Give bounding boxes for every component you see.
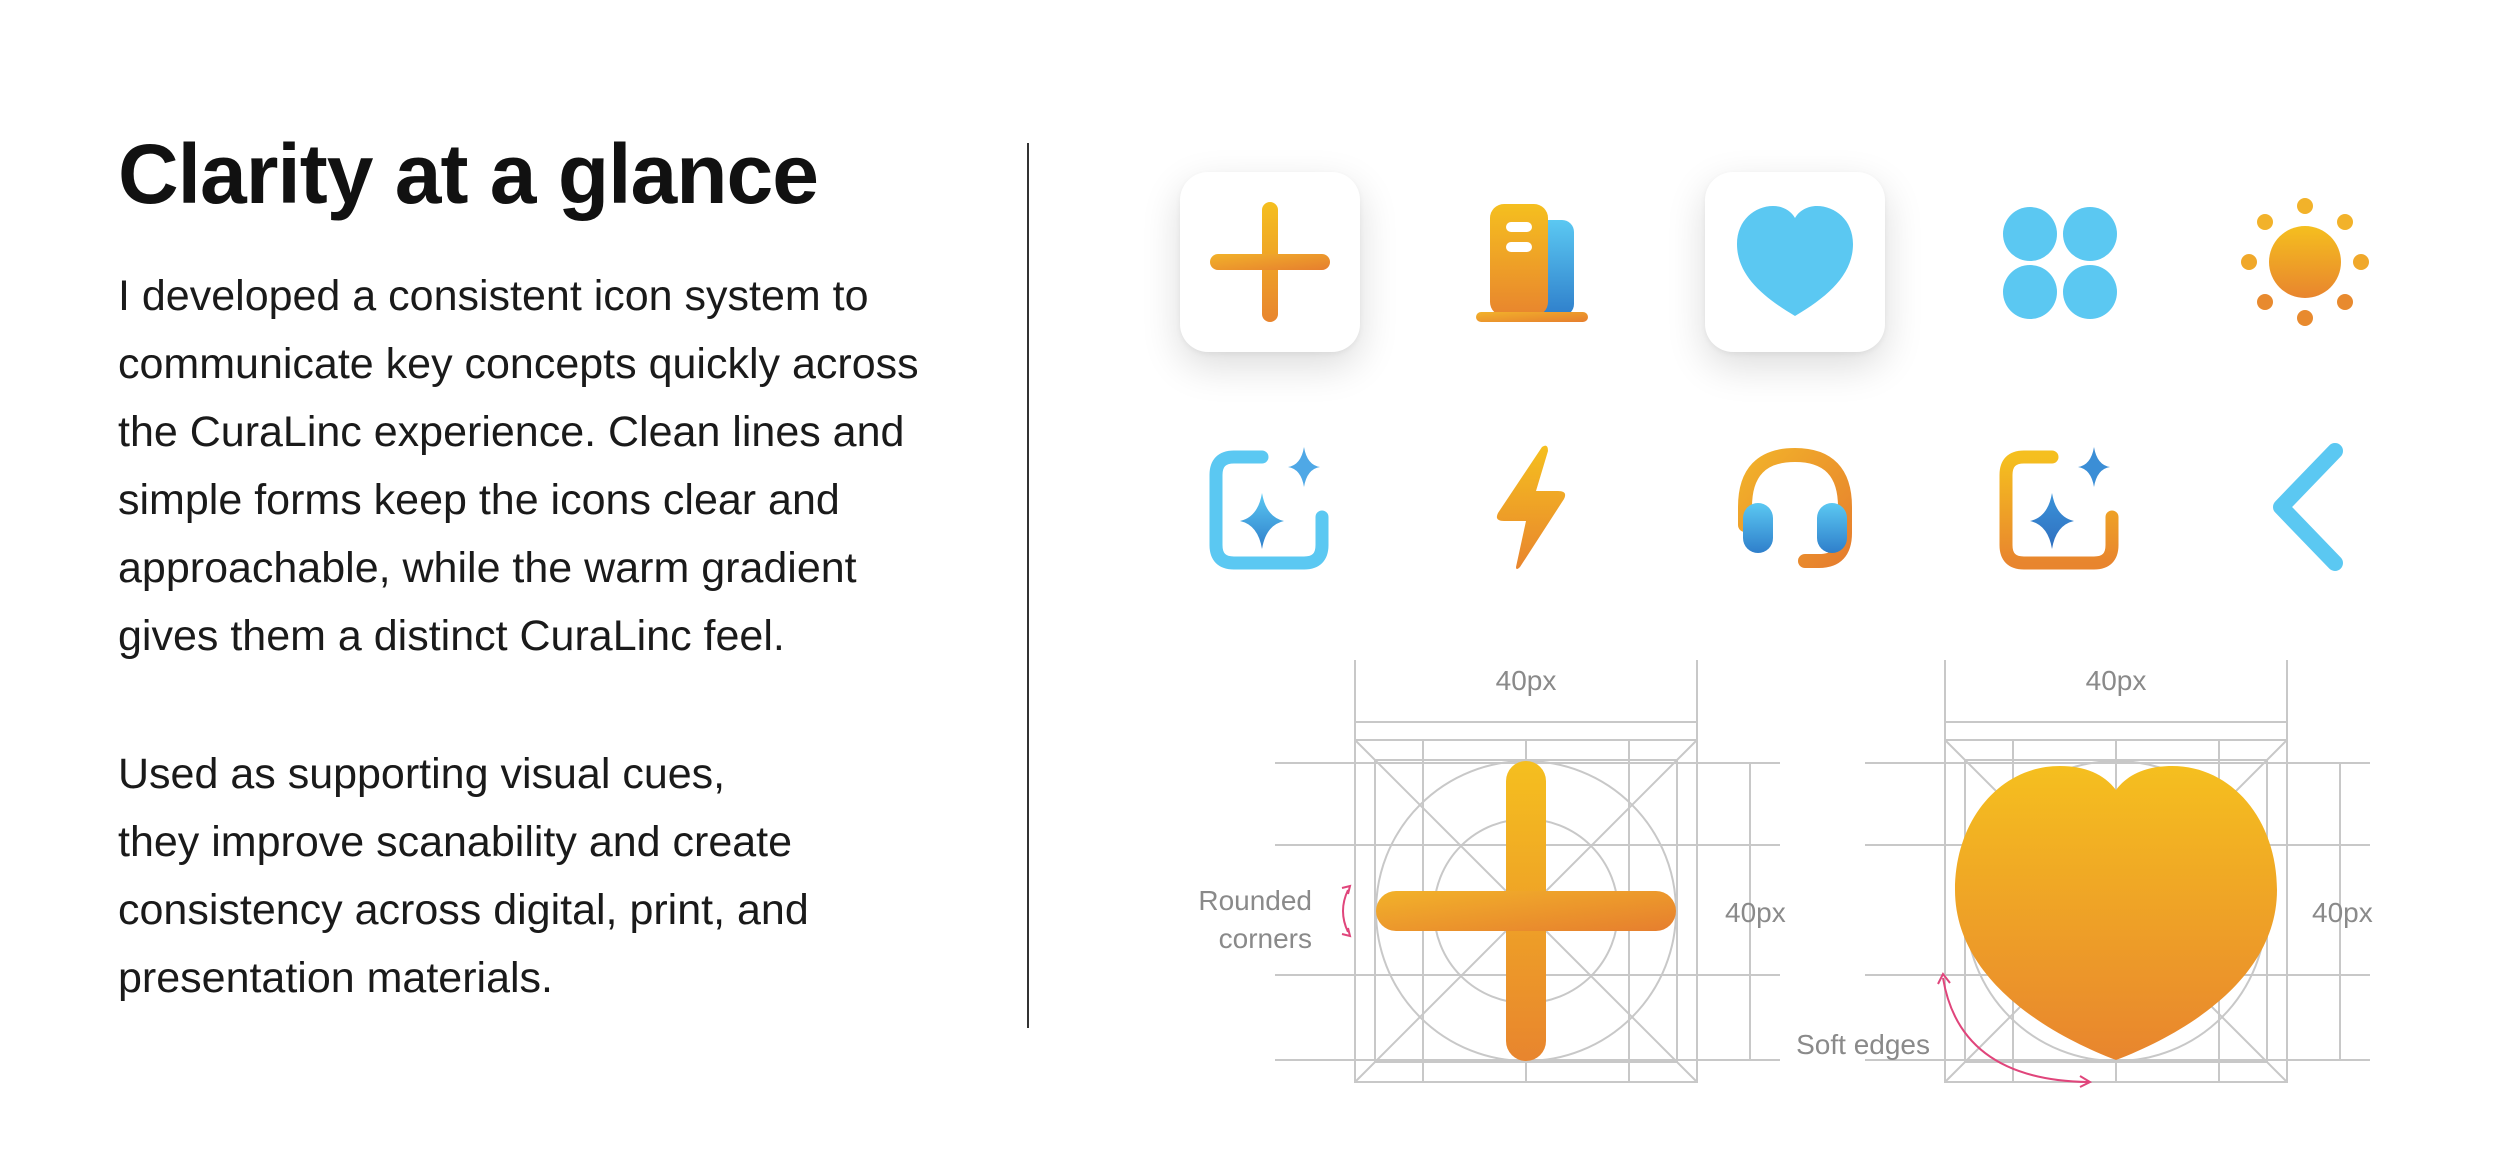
- sparkle-image-icon: [1200, 437, 1340, 577]
- lightning-icon: [1460, 437, 1600, 577]
- plus-icon-tile: [1180, 172, 1360, 352]
- text-line: approachable, while the warm gradient: [118, 544, 857, 592]
- intro-paragraph: [118, 262, 978, 670]
- chevron-left-icon-cell: [2215, 417, 2395, 597]
- text-line: the CuraLinc experience. Clean lines and: [118, 408, 905, 456]
- text-line: gives them a distinct CuraLinc feel.: [118, 612, 785, 660]
- headset-icon-cell: [1705, 417, 1885, 597]
- rounded-corners-label-line1: Rounded: [1198, 885, 1312, 916]
- text-line: consistency across digital, print, and: [118, 886, 809, 934]
- rounded-corners-label-line2: corners: [1218, 923, 1312, 954]
- lightning-icon-cell: [1440, 417, 1620, 597]
- height-label-left: 40px: [1725, 897, 1786, 928]
- width-label-right: 40px: [2085, 665, 2147, 696]
- text-line: presentation materials.: [118, 954, 553, 1002]
- heart-icon: [1725, 192, 1865, 332]
- sun-icon-cell: [2215, 172, 2395, 352]
- soft-edges-label: Soft edges: [1796, 1029, 1930, 1060]
- construction-grids: [1170, 640, 2410, 1100]
- height-label-right: 40px: [2312, 897, 2373, 928]
- text-line: Used as supporting visual cues,: [118, 750, 726, 798]
- sparkle-image-icon: [1990, 437, 2130, 577]
- text-line: I developed a consistent icon system to: [118, 272, 869, 320]
- building-icon: [1460, 192, 1600, 332]
- sun-icon: [2235, 192, 2375, 332]
- apps-grid-icon: [1990, 192, 2130, 332]
- plus-icon: [1200, 192, 1340, 332]
- sparkle-image-icon-cell-blue: [1180, 417, 1360, 597]
- usage-paragraph: [118, 740, 978, 1012]
- heart-icon-tile: [1705, 172, 1885, 352]
- heart-shape: [1955, 766, 2277, 1060]
- building-icon-cell: [1440, 172, 1620, 352]
- text-line: they improve scanability and create: [118, 818, 793, 866]
- divider-line: [1027, 143, 1029, 1028]
- chevron-left-icon: [2235, 437, 2375, 577]
- text-line: communicate key concepts quickly across: [118, 340, 919, 388]
- rounded-corners-arrow: [1343, 890, 1348, 932]
- apps-grid-icon-cell: [1970, 172, 2150, 352]
- page-heading: Clarity at a glance: [118, 127, 818, 221]
- headset-icon: [1725, 437, 1865, 577]
- text-line: simple forms keep the icons clear and: [118, 476, 840, 524]
- sparkle-image-icon-cell-orange: [1970, 417, 2150, 597]
- width-label-left: 40px: [1495, 665, 1557, 696]
